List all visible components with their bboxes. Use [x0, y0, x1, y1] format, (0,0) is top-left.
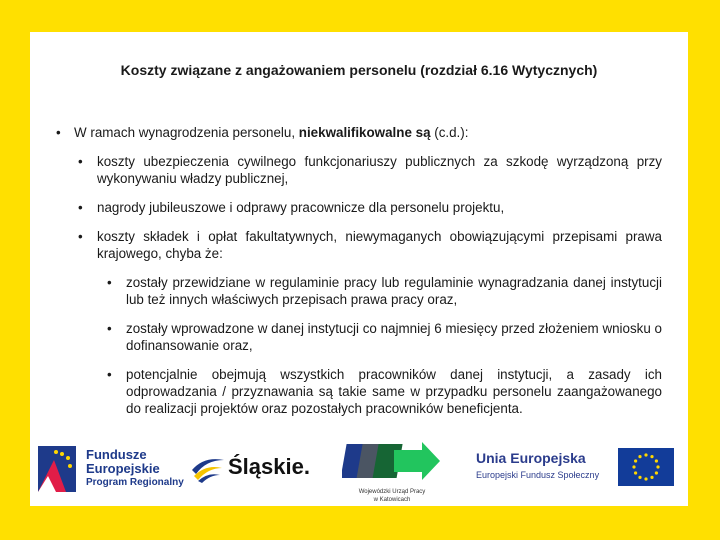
wup-line1: Wojewódzki Urząd Pracy [358, 489, 426, 495]
intro-bold: niekwalifikowalne są [298, 125, 431, 140]
intro-suffix: (c.d.): [430, 125, 469, 140]
bullet-icon: • [107, 275, 112, 290]
intro-prefix: W ramach wynagrodzenia personelu, [74, 125, 299, 140]
sub-list-item [54, 274, 662, 308]
bullet-icon: • [78, 154, 83, 169]
sub-list-item [54, 366, 662, 417]
slaskie-logo [190, 448, 310, 488]
sub-list-item-text: potencjalnie obejmują wszystkich pracowników danej instytucji, a zasady ich odprowadzania / przyznawania są takie same w przypadku personelu zaangażowanego do realizacji projektów oraz pozostałych pracowników beneficjenta. [126, 367, 662, 416]
sub-list-item [54, 320, 662, 354]
list-item [54, 228, 662, 262]
fe-flag-icon [36, 440, 80, 496]
bullet-icon: • [56, 125, 61, 140]
list-item [54, 199, 662, 216]
eu-title: Unia Europejska [476, 450, 586, 466]
slide [30, 32, 688, 506]
logo-bar [30, 434, 688, 506]
eu-subtitle: Europejski Fundusz Społeczny [476, 470, 600, 480]
wup-logo [342, 436, 442, 506]
list-item-text: koszty ubezpieczenia cywilnego funkcjonariuszy publicznych za szkodę wyrządzoną przy wykonywaniu władzy publicznej, [97, 154, 662, 186]
eu-logo [476, 448, 686, 488]
slaskie-text: Śląskie. [228, 454, 310, 479]
bullet-icon: • [107, 367, 112, 382]
wup-arrow-icon [342, 436, 442, 486]
slide-title: Koszty związane z angażowaniem personelu (rozdział 6.16 Wytycznych) [120, 62, 598, 78]
fundusze-europejskie-logo [36, 440, 186, 500]
slide-content [54, 124, 662, 429]
wup-line2: w Katowicach [373, 497, 411, 503]
slaskie-swoosh-icon [190, 448, 226, 484]
eu-flag-icon [618, 448, 674, 486]
list-item-text: nagrody jubileuszowe i odprawy pracownicze dla personelu projektu, [97, 200, 505, 215]
list-item [54, 153, 662, 187]
intro-bullet [54, 124, 662, 141]
bullet-icon: • [78, 229, 83, 244]
bullet-icon: • [78, 200, 83, 215]
fe-line1: Fundusze [86, 447, 147, 462]
fe-line3: Program Regionalny [86, 477, 184, 488]
bullet-icon: • [107, 321, 112, 336]
list-item-text: koszty składek i opłat fakultatywnych, niewymaganych obowiązującymi przepisami prawa krajowego, chyba że: [97, 229, 662, 261]
sub-list-item-text: zostały przewidziane w regulaminie pracy lub regulaminie wynagradzania danej instytucji lub też innych właściwych przepisach prawa pracy oraz, [126, 275, 662, 307]
sub-list-item-text: zostały wprowadzone w danej instytucji co najmniej 6 miesięcy przed złożeniem wniosku o dofinansowanie oraz, [126, 321, 662, 353]
fe-line2: Europejskie [86, 461, 160, 476]
